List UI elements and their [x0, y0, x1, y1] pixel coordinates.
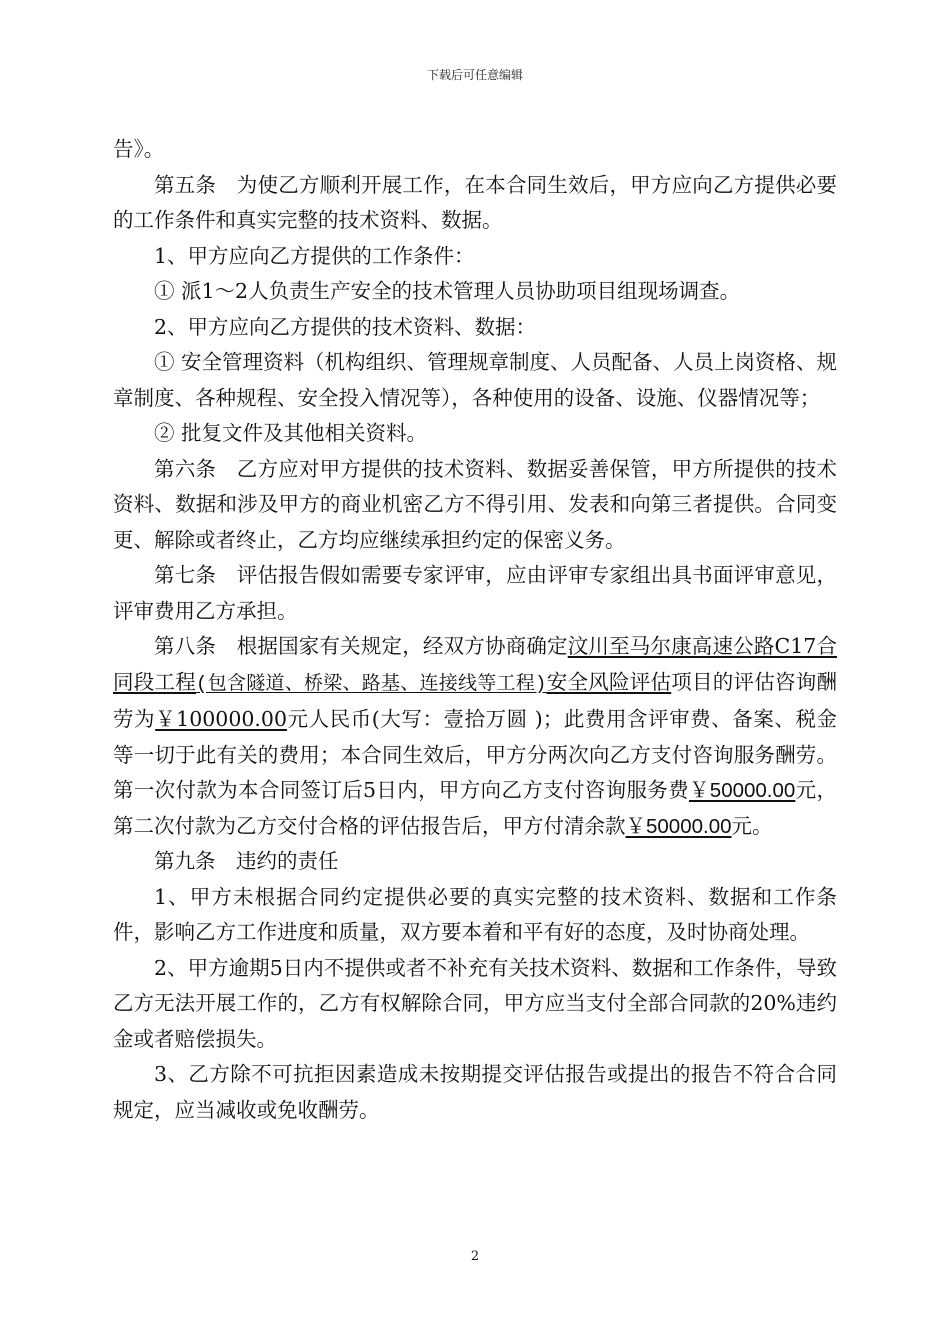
article-5-item-2-sub-2: ② 批复文件及其他相关资料。: [154, 421, 428, 445]
article-9: 第九条 违约的责任: [154, 849, 339, 873]
project-type: 安全风险评估: [546, 669, 672, 694]
paragraph-continuation: 告》。: [113, 137, 165, 161]
article-9-item-1: 1、甲方未根据合同约定提供必要的真实完整的技术资料、数据和工作条件，影响乙方工作进度和质量，双方要本着和平有好的态度，及时协商处理。: [113, 884, 837, 944]
contract-body: [113, 132, 837, 1128]
first-payment: ￥50000.00: [688, 779, 796, 802]
fee-terms: 元人民币(大写：壹拾万圆 )；此费用含评审费、备案、税金等一切于此有关的费用；本合同生效后，甲方分两次向乙方支付咨询服务酬劳。第一次付款为本合同签订后5日内，甲方向乙方支付咨询服务费: [113, 707, 838, 802]
article-8: [113, 629, 837, 844]
article-9-item-2: 2、甲方逾期5日内不提供或者不补充有关技术资料、数据和工作条件，导致乙方无法开展工作的，乙方有权解除合同，甲方应当支付全部合同款的20%违约金或者赔偿损失。: [113, 955, 837, 1051]
fee-intro: 项目的评估咨询酬劳为: [113, 669, 838, 731]
total-fee: ￥100000.00: [155, 707, 288, 731]
article-5-item-1-sub: ① 派1～2人负责生产安全的技术管理人员协助项目组现场调查。: [154, 279, 741, 303]
article-6: 第六条 乙方应对甲方提供的技术资料、数据妥善保管，甲方所提供的技术资料、数据和涉及甲方的商业机密乙方不得引用、发表和向第三者提供。合同变更、解除或者终止，乙方均应继续承担约定的保密义务。: [113, 456, 837, 552]
article-7: 第七条 评估报告假如需要专家评审，应由评审专家组出具书面评审意见，评审费用乙方承担。: [113, 563, 837, 623]
project-scope: (包含隧道、桥梁、路基、连接线等工程): [196, 672, 547, 695]
second-payment-intro: 元，第二次付款为乙方交付合格的评估报告后，甲方付清余款: [113, 778, 837, 838]
article-9-item-3: 3、乙方除不可抗拒因素造成未按期提交评估报告或提出的报告不符合合同规定，应当减收或免收酬劳。: [113, 1062, 837, 1122]
article-5-item-1: 1、甲方应向乙方提供的工作条件：: [154, 243, 475, 268]
article-5-item-2-sub-1: ① 安全管理资料（机构组织、管理规章制度、人员配备、人员上岗资格、规章制度、各种规程、安全投入情况等），各种使用的设备、设施、仪器情况等；: [113, 350, 838, 410]
article-5: 第五条 为使乙方顺利开展工作，在本合同生效后，甲方应向乙方提供必要的工作条件和真实完整的技术资料、数据。: [113, 172, 837, 232]
page-number: 2: [470, 1249, 480, 1264]
article-5-item-2: 2、甲方应向乙方提供的技术资料、数据：: [154, 314, 537, 339]
header-note: 下载后可任意编辑: [426, 68, 523, 82]
article-8-intro: 第八条 根据国家有关规定，经双方协商确定: [154, 634, 568, 658]
project-name: 汶川至马尔康高速公路C17合同段工程: [113, 634, 838, 694]
fee-end: 元。: [731, 813, 773, 838]
second-payment: ￥50000.00: [625, 814, 732, 838]
